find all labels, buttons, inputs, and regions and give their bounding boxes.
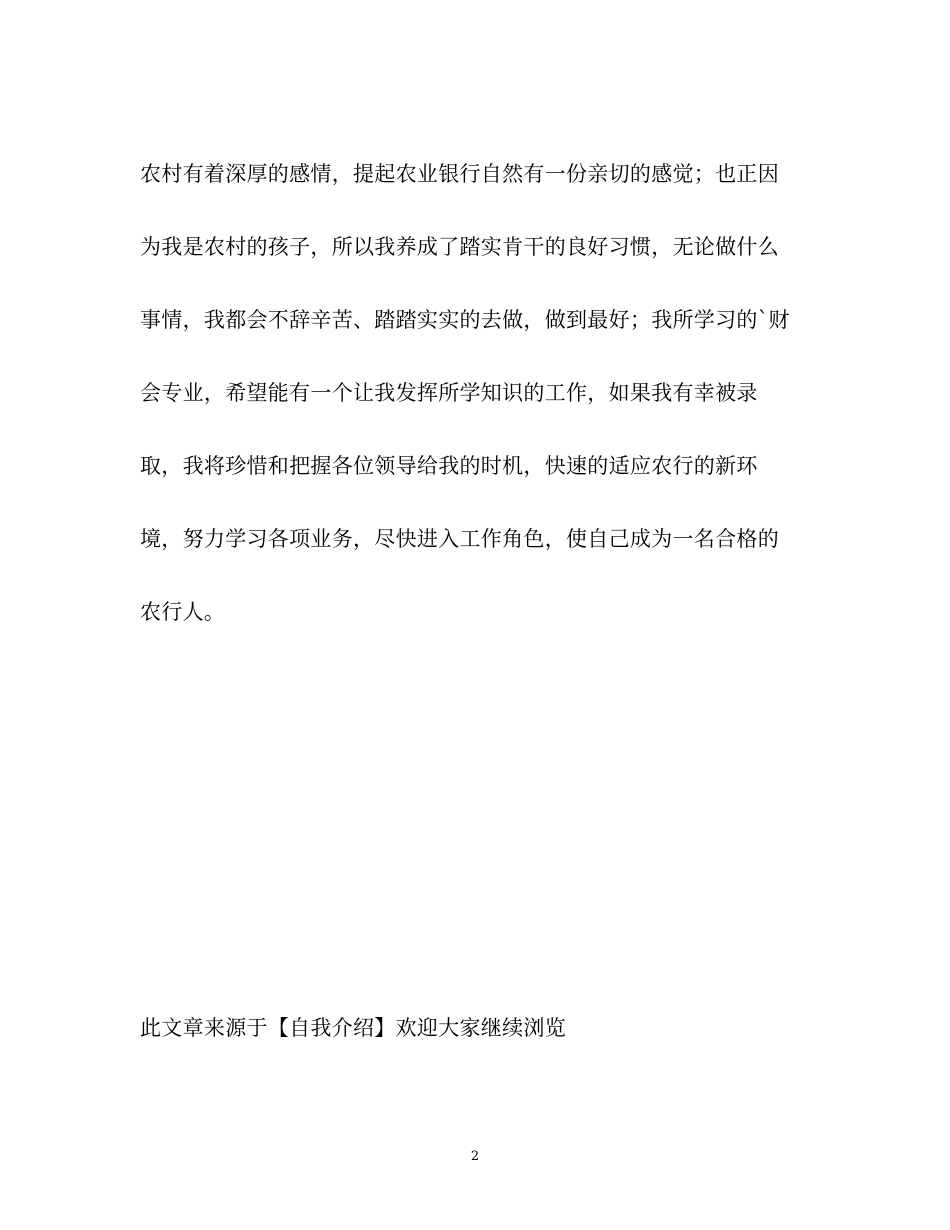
paragraph-line-5: 取，我将珍惜和把握各位领导给我的时机，快速的适应农行的新环 xyxy=(140,454,758,478)
body-paragraph xyxy=(140,138,820,649)
paragraph-line-3: 事情，我都会不辞辛苦、踏踏实实的去做，做到最好；我所学习的`财 xyxy=(140,308,790,332)
source-note: 此文章来源于【自我介绍】欢迎大家继续浏览 xyxy=(140,1016,566,1040)
page-number: 2 xyxy=(470,1149,480,1164)
paragraph-line-7: 农行人。 xyxy=(140,600,226,624)
paragraph-line-6: 境，努力学习各项业务，尽快进入工作角色，使自己成为一名合格的 xyxy=(140,527,779,551)
paragraph-line-4: 会专业，希望能有一个让我发挥所学知识的工作，如果我有幸被录 xyxy=(140,381,758,405)
paragraph-line-2: 为我是农村的孩子，所以我养成了踏实肯干的良好习惯，无论做什么 xyxy=(140,235,779,259)
paragraph-line-1: 农村有着深厚的感情，提起农业银行自然有一份亲切的感觉；也正因 xyxy=(140,162,779,186)
